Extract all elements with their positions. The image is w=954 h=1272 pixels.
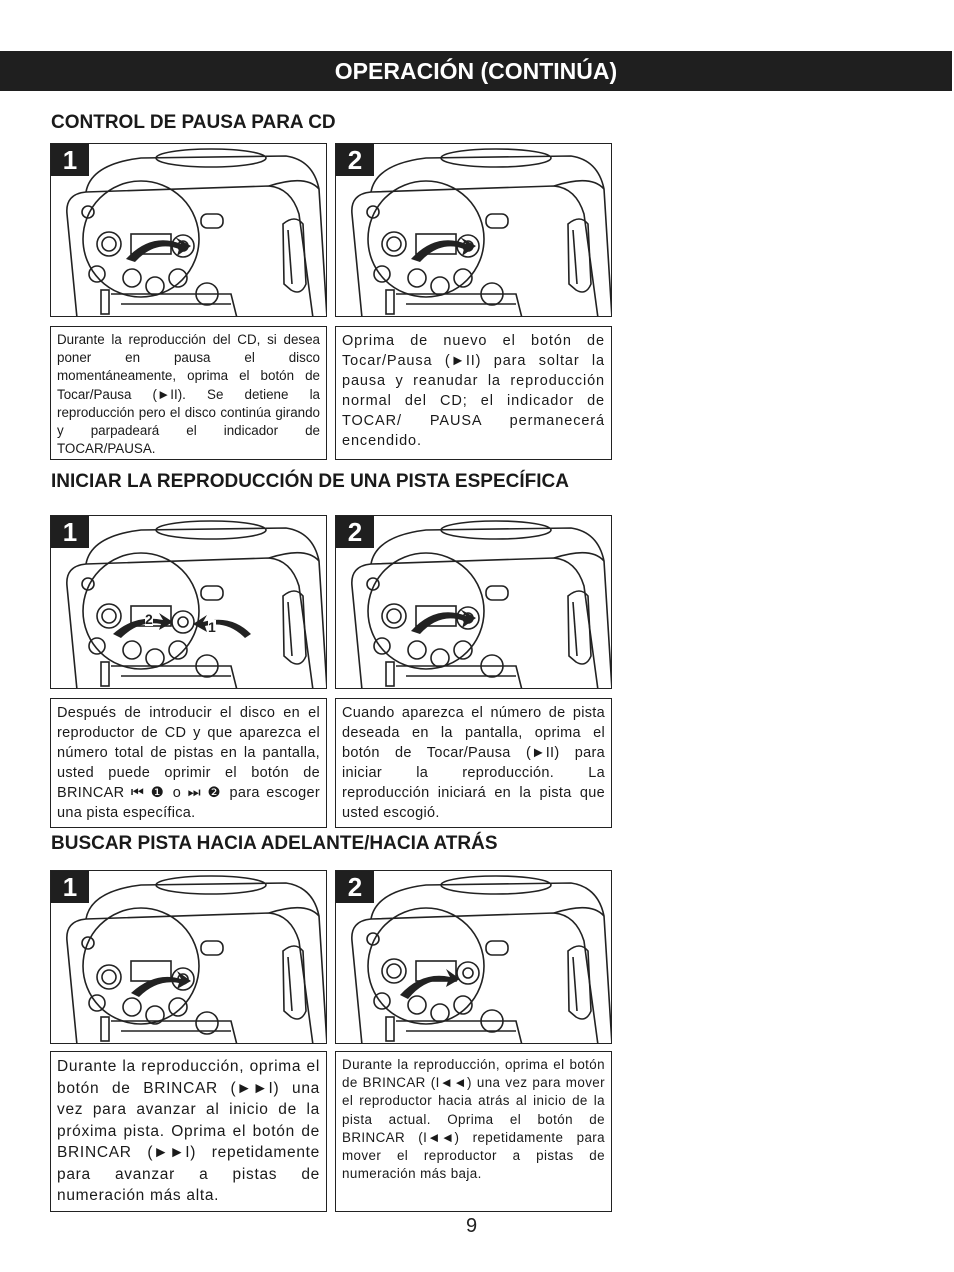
step-number: 1: [51, 144, 89, 176]
karaoke-machine-drawing: [336, 144, 612, 317]
step-number: 2: [336, 871, 374, 903]
karaoke-machine-drawing: [51, 144, 327, 317]
step-number: 2: [336, 144, 374, 176]
illustration-pause-step-2: [335, 143, 612, 317]
karaoke-machine-drawing: [336, 516, 612, 689]
step-description: Durante la reproducción, oprima el botón de BRINCAR (I◄◄) una vez para mover el reproductor hacia atrás al inicio de la pista actual. Oprima el botón de BRINCAR (I◄◄) repetidamente para mover el reproductor a pistas de numeración más baja.: [335, 1051, 612, 1212]
callout-number: 1: [208, 619, 216, 635]
karaoke-machine-drawing: [336, 871, 612, 1044]
step-description: Durante la reproducción, oprima el botón de BRINCAR (►►I) una vez para avanzar al inicio de la próxima pista. Oprima el botón de BRINCAR (►►I) repetidamente para avanzar a pistas de numeración más alta.: [50, 1051, 327, 1212]
section-title-pause: CONTROL DE PAUSA PARA CD: [51, 112, 336, 133]
page-header-title: OPERACIÓN (CONTINÚA): [334, 58, 618, 84]
step-number: 1: [51, 516, 89, 548]
illustration-track-step-1: [50, 515, 327, 689]
illustration-search-step-2: [335, 870, 612, 1044]
page-number: 9: [466, 1215, 478, 1237]
step-number: 1: [51, 871, 89, 903]
step-description: Cuando aparezca el número de pista deseada en la pantalla, oprima el botón de Tocar/Pausa (►II) para iniciar la reproducción. La reproducción iniciará en la pista que usted escogió.: [335, 698, 612, 828]
step-number: 2: [336, 516, 374, 548]
section-title-specific-track: INICIAR LA REPRODUCCIÓN DE UNA PISTA ESPECÍFICA: [51, 471, 569, 492]
section-title-search: BUSCAR PISTA HACIA ADELANTE/HACIA ATRÁS: [51, 833, 498, 854]
illustration-pause-step-1: [50, 143, 327, 317]
illustration-search-step-1: [50, 870, 327, 1044]
page-header: [0, 51, 952, 91]
callout-number: 2: [145, 611, 153, 627]
karaoke-machine-drawing: [51, 516, 327, 689]
step-description: Durante la reproducción del CD, si desea poner en pausa el disco momentáneamente, oprima el botón de Tocar/Pausa (►II). Se detiene la reproducción pero el disco continúa girando y parpadeará el indicador de TOCAR/PAUSA.: [50, 326, 327, 460]
step-description: Después de introducir el disco en el reproductor de CD y que aparezca el número total de pistas en la pantalla, usted puede oprimir el botón de BRINCAR ⏮ ❶ o ⏭ ❷ para escoger una pista específica.: [50, 698, 327, 828]
illustration-track-step-2: [335, 515, 612, 689]
karaoke-machine-drawing: [51, 871, 327, 1044]
step-description: Oprima de nuevo el botón de Tocar/Pausa (►II) para soltar la pausa y reanudar la reproducción normal del CD; el indicador de TOCAR/ PAUSA permanecerá encendido.: [335, 326, 612, 460]
